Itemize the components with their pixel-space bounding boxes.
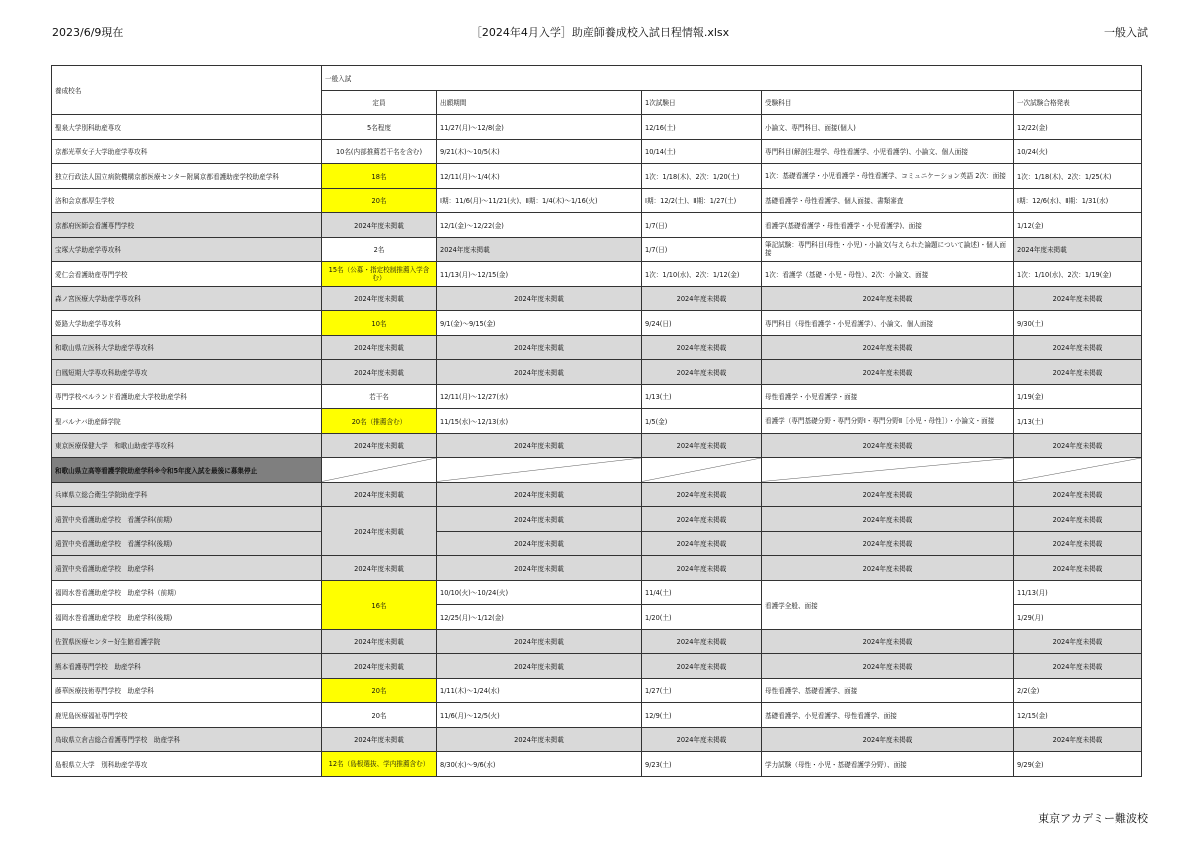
table-row [52, 409, 1142, 434]
exam-cell: 2024年度未掲載 [642, 335, 762, 360]
subjects-cell: 2024年度未掲載 [762, 629, 1014, 654]
subjects-cell: 1次：基礎看護学・小児看護学・母性看護学、コミュニケーション英語 2次：面接 [762, 164, 1014, 189]
header-general: 一般入試 [322, 66, 1142, 91]
exam-cell: 2024年度未掲載 [642, 654, 762, 679]
capacity-cell: 16名 [322, 580, 437, 629]
exam-cell: 12/9(土) [642, 703, 762, 728]
subjects-cell: 2024年度未掲載 [762, 507, 1014, 532]
subjects-cell: 2024年度未掲載 [762, 654, 1014, 679]
table-row [52, 703, 1142, 728]
capacity-cell: 2024年度未掲載 [322, 213, 437, 238]
exam-cell: 2024年度未掲載 [642, 556, 762, 581]
document-title: ［2024年4月入学］助産師養成校入試日程情報.xlsx [470, 26, 730, 39]
period-cell: 8/30(水)～9/6(水) [437, 752, 642, 777]
school-name: 森ノ宮医療大学助産学専攻科 [52, 286, 322, 311]
section-label: 一般入試 [1104, 26, 1148, 39]
result-cell: Ⅰ期：12/6(水)、Ⅱ期：1/31(水) [1014, 188, 1142, 213]
table-row [52, 311, 1142, 336]
result-cell: 2024年度未掲載 [1014, 507, 1142, 532]
suspended-cell [762, 458, 1014, 483]
header-subjects: 受験科目 [762, 90, 1014, 115]
capacity-cell: 10名 [322, 311, 437, 336]
table-row [52, 458, 1142, 483]
school-name: 宝塚大学助産学専攻科 [52, 237, 322, 262]
subjects-cell: 看護学（専門基礎分野・専門分野Ⅰ・専門分野Ⅱ［小児・母性］）・小論文・面接 [762, 409, 1014, 434]
capacity-cell: 2024年度未掲載 [322, 556, 437, 581]
period-cell: 2024年度未掲載 [437, 556, 642, 581]
period-cell: 2024年度未掲載 [437, 654, 642, 679]
table-row [52, 654, 1142, 679]
table-row [52, 237, 1142, 262]
exam-cell: 2024年度未掲載 [642, 482, 762, 507]
table-row [52, 115, 1142, 140]
result-cell: 2024年度未掲載 [1014, 482, 1142, 507]
school-name: 和歌山県立医科大学助産学専攻科 [52, 335, 322, 360]
school-name: 遠賀中央看護助産学校 助産学科 [52, 556, 322, 581]
exam-cell: 2024年度未掲載 [642, 629, 762, 654]
period-cell: 11/15(水)～12/13(水) [437, 409, 642, 434]
capacity-cell: 2024年度未掲載 [322, 360, 437, 385]
capacity-cell: 2024年度未掲載 [322, 507, 437, 556]
suspended-cell [1014, 458, 1142, 483]
subjects-cell: 看護学(基礎看護学・母性看護学・小児看護学)、面接 [762, 213, 1014, 238]
period-cell: 2024年度未掲載 [437, 482, 642, 507]
result-cell: 2024年度未掲載 [1014, 286, 1142, 311]
school-name: 独立行政法人国立病院機構京都医療センター附属京都看護助産学校助産学科 [52, 164, 322, 189]
exam-cell: 10/14(土) [642, 139, 762, 164]
capacity-cell: 2024年度未掲載 [322, 286, 437, 311]
subjects-cell: 2024年度未掲載 [762, 335, 1014, 360]
table-row [52, 139, 1142, 164]
exam-cell: 2024年度未掲載 [642, 433, 762, 458]
school-name: 姫路大学助産学専攻科 [52, 311, 322, 336]
exam-cell: 1/20(土) [642, 605, 762, 630]
period-cell: 11/6(月)～12/5(火) [437, 703, 642, 728]
report-date: 2023/6/9現在 [52, 26, 124, 39]
result-cell: 10/24(火) [1014, 139, 1142, 164]
table-row [52, 433, 1142, 458]
capacity-cell: 15名（公募・指定校制推薦入学含む） [322, 262, 437, 287]
capacity-cell: 20名 [322, 188, 437, 213]
result-cell: 12/22(金) [1014, 115, 1142, 140]
capacity-cell: 2024年度未掲載 [322, 727, 437, 752]
exam-cell: 1次：1/10(水)、2次：1/12(金) [642, 262, 762, 287]
capacity-cell: 5名程度 [322, 115, 437, 140]
result-cell: 1/13(土) [1014, 409, 1142, 434]
header-capacity: 定員 [322, 90, 437, 115]
table-row [52, 360, 1142, 385]
exam-cell: 12/16(土) [642, 115, 762, 140]
result-cell: 2024年度未掲載 [1014, 433, 1142, 458]
period-cell: 12/11(月)～12/27(水) [437, 384, 642, 409]
exam-cell: 1/7(日) [642, 237, 762, 262]
school-name: 東京医療保健大学 和歌山助産学専攻科 [52, 433, 322, 458]
table-row [52, 262, 1142, 287]
exam-cell: 2024年度未掲載 [642, 286, 762, 311]
capacity-cell: 20名 [322, 678, 437, 703]
table-row [52, 556, 1142, 581]
period-cell: 2024年度未掲載 [437, 433, 642, 458]
header-period: 出願期間 [437, 90, 642, 115]
school-name: 遠賀中央看護助産学校 看護学科(後期) [52, 531, 322, 556]
period-cell: 2024年度未掲載 [437, 360, 642, 385]
table-row [52, 752, 1142, 777]
subjects-cell: 看護学全般、面接 [762, 580, 1014, 629]
table-row [52, 482, 1142, 507]
subjects-cell: 2024年度未掲載 [762, 531, 1014, 556]
exam-cell: 1/27(土) [642, 678, 762, 703]
schedule-table [51, 65, 1142, 777]
school-name: 鹿児島医療福祉専門学校 [52, 703, 322, 728]
table-row [52, 213, 1142, 238]
exam-cell: 9/24(日) [642, 311, 762, 336]
table-header-row [52, 66, 1142, 91]
school-name: 兵庫県立総合衛生学院助産学科 [52, 482, 322, 507]
school-name: 島根県立大学 別科助産学専攻 [52, 752, 322, 777]
result-cell: 12/15(金) [1014, 703, 1142, 728]
subjects-cell: 専門科目（母性看護学・小児看護学）、小論文、個人面接 [762, 311, 1014, 336]
subjects-cell: 1次：看護学（基礎・小児・母性）、2次：小論文、面接 [762, 262, 1014, 287]
capacity-cell: 2024年度未掲載 [322, 482, 437, 507]
period-cell: 2024年度未掲載 [437, 286, 642, 311]
period-cell: 2024年度未掲載 [437, 629, 642, 654]
subjects-cell: 2024年度未掲載 [762, 286, 1014, 311]
period-cell: 2024年度未掲載 [437, 531, 642, 556]
result-cell: 2024年度未掲載 [1014, 727, 1142, 752]
school-name: 福岡水巻看護助産学校 助産学科（前期） [52, 580, 322, 605]
result-cell: 1次：1/10(水)、2次：1/19(金) [1014, 262, 1142, 287]
period-cell: 11/13(月)～12/15(金) [437, 262, 642, 287]
school-name: 和歌山県立高等看護学院助産学科※令和5年度入試を最後に募集停止 [52, 458, 322, 483]
result-cell: 9/29(金) [1014, 752, 1142, 777]
subjects-cell: 2024年度未掲載 [762, 360, 1014, 385]
result-cell: 2024年度未掲載 [1014, 654, 1142, 679]
result-cell: 1/19(金) [1014, 384, 1142, 409]
subjects-cell: 基礎看護学、小児看護学、母性看護学、面接 [762, 703, 1014, 728]
school-name: 遠賀中央看護助産学校 看護学科(前期) [52, 507, 322, 532]
table-row [52, 629, 1142, 654]
subjects-cell: 母性看護学、基礎看護学、面接 [762, 678, 1014, 703]
capacity-cell: 2024年度未掲載 [322, 629, 437, 654]
subjects-cell: 筆記試験：専門科目(母性・小児)・小論文(与えられた論題について論述)・個人面接 [762, 237, 1014, 262]
capacity-cell: 若干名 [322, 384, 437, 409]
period-cell: 10/10(火)～10/24(火) [437, 580, 642, 605]
period-cell: 2024年度未掲載 [437, 237, 642, 262]
capacity-cell: 18名 [322, 164, 437, 189]
school-name: 京都府医師会看護専門学校 [52, 213, 322, 238]
subjects-cell: 2024年度未掲載 [762, 556, 1014, 581]
period-cell: 9/1(金)～9/15(金) [437, 311, 642, 336]
subjects-cell: 学力試験（母性・小児・基礎看護学分野）、面接 [762, 752, 1014, 777]
subjects-cell: 専門科目(解剖生理学、母性看護学、小児看護学)、小論文、個人面接 [762, 139, 1014, 164]
school-name: 聖バルナバ助産師学院 [52, 409, 322, 434]
capacity-cell: 2024年度未掲載 [322, 335, 437, 360]
exam-cell: Ⅰ期：12/2(土)、Ⅱ期：1/27(土) [642, 188, 762, 213]
table-row [52, 507, 1142, 532]
school-name: 専門学校ベルランド看護助産大学校助産学科 [52, 384, 322, 409]
exam-cell: 2024年度未掲載 [642, 360, 762, 385]
header-exam1: 1次試験日 [642, 90, 762, 115]
school-name: 白鳳短期大学専攻科助産学専攻 [52, 360, 322, 385]
school-name: 聖泉大学別科助産専攻 [52, 115, 322, 140]
exam-cell: 9/23(土) [642, 752, 762, 777]
table-row [52, 286, 1142, 311]
result-cell: 11/13(月) [1014, 580, 1142, 605]
result-cell: 2024年度未掲載 [1014, 629, 1142, 654]
period-cell: 2024年度未掲載 [437, 727, 642, 752]
school-name: 佐賀県医療センター好生館看護学院 [52, 629, 322, 654]
subjects-cell: 2024年度未掲載 [762, 433, 1014, 458]
result-cell: 2024年度未掲載 [1014, 335, 1142, 360]
result-cell: 2024年度未掲載 [1014, 237, 1142, 262]
suspended-cell [642, 458, 762, 483]
school-name: 洛和会京都厚生学校 [52, 188, 322, 213]
school-name: 京都光華女子大学助産学専攻科 [52, 139, 322, 164]
period-cell: 11/27(月)～12/8(金) [437, 115, 642, 140]
exam-cell: 1/5(金) [642, 409, 762, 434]
table-row [52, 188, 1142, 213]
table-row [52, 335, 1142, 360]
result-cell: 9/30(土) [1014, 311, 1142, 336]
subjects-cell: 小論文、専門科目、面接(個人) [762, 115, 1014, 140]
school-name: 熊本看護専門学校 助産学科 [52, 654, 322, 679]
period-cell: 1/11(木)～1/24(水) [437, 678, 642, 703]
header-school: 養成校名 [52, 66, 322, 115]
suspended-cell [322, 458, 437, 483]
school-name: 愛仁会看護助産専門学校 [52, 262, 322, 287]
period-cell: 2024年度未掲載 [437, 507, 642, 532]
school-name: 藤華医療技術専門学校 助産学科 [52, 678, 322, 703]
period-cell: 9/21(木)～10/5(木) [437, 139, 642, 164]
subjects-cell: 2024年度未掲載 [762, 482, 1014, 507]
result-cell: 2024年度未掲載 [1014, 556, 1142, 581]
exam-cell: 2024年度未掲載 [642, 727, 762, 752]
footer-branch: 東京アカデミー難波校 [1038, 812, 1148, 825]
period-cell: 12/25(月)～1/12(金) [437, 605, 642, 630]
period-cell: 12/11(月)～1/4(木) [437, 164, 642, 189]
period-cell: Ⅰ期：11/6(月)～11/21(火)、Ⅱ期：1/4(木)～1/16(火) [437, 188, 642, 213]
table-row [52, 580, 1142, 605]
subjects-cell: 母性看護学・小児看護学・面接 [762, 384, 1014, 409]
capacity-cell: 20名（推薦含む） [322, 409, 437, 434]
capacity-cell: 20名 [322, 703, 437, 728]
result-cell: 1/12(金) [1014, 213, 1142, 238]
subjects-cell: 基礎看護学・母性看護学、個人面接、書類審査 [762, 188, 1014, 213]
school-name: 福岡水巻看護助産学校 助産学科(後期) [52, 605, 322, 630]
exam-cell: 1次：1/18(木)、2次：1/20(土) [642, 164, 762, 189]
result-cell: 1/29(月) [1014, 605, 1142, 630]
exam-cell: 11/4(土) [642, 580, 762, 605]
capacity-cell: 2024年度未掲載 [322, 654, 437, 679]
school-name: 鳥取県立倉吉総合看護専門学校 助産学科 [52, 727, 322, 752]
exam-cell: 2024年度未掲載 [642, 507, 762, 532]
period-cell: 2024年度未掲載 [437, 335, 642, 360]
subjects-cell: 2024年度未掲載 [762, 727, 1014, 752]
table-row [52, 678, 1142, 703]
capacity-cell: 2名 [322, 237, 437, 262]
result-cell: 2024年度未掲載 [1014, 531, 1142, 556]
table-row [52, 164, 1142, 189]
header-result1: 一次試験合格発表 [1014, 90, 1142, 115]
result-cell: 2024年度未掲載 [1014, 360, 1142, 385]
period-cell: 12/1(金)～12/22(金) [437, 213, 642, 238]
table-row [52, 531, 1142, 556]
exam-cell: 1/13(土) [642, 384, 762, 409]
suspended-cell [437, 458, 642, 483]
capacity-cell: 12名（島根選抜、学内推薦含む） [322, 752, 437, 777]
result-cell: 1次：1/18(木)、2次：1/25(木) [1014, 164, 1142, 189]
capacity-cell: 10名(内部推薦若干名を含む) [322, 139, 437, 164]
exam-cell: 1/7(日) [642, 213, 762, 238]
capacity-cell: 2024年度未掲載 [322, 433, 437, 458]
exam-cell: 2024年度未掲載 [642, 531, 762, 556]
table-row [52, 384, 1142, 409]
table-row [52, 727, 1142, 752]
result-cell: 2/2(金) [1014, 678, 1142, 703]
